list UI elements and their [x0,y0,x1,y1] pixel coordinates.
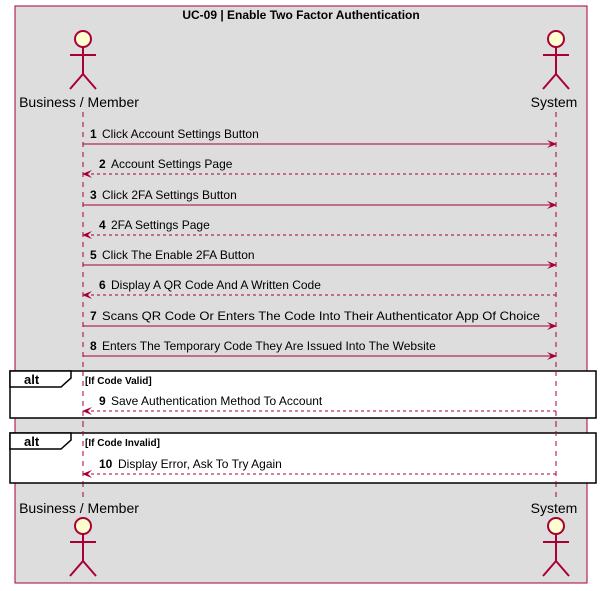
message-text: Scans QR Code Or Enters The Code Into Their Authenticator App Of Choice [102,309,541,323]
message-number: 2 [99,157,106,171]
fragment-tab [10,371,71,387]
message-text: Display Error, Ask To Try Again [118,457,282,471]
message-text: Account Settings Page [111,157,233,171]
participant-label: System [530,500,578,516]
message-number: 8 [90,339,97,353]
fragment-guard: [If Code Valid] [85,376,152,387]
message-text: Save Authentication Method To Account [111,394,323,408]
participant-label: System [530,94,578,110]
participant-label: Business / Member [19,94,139,110]
message-number: 9 [99,394,106,408]
message-number: 7 [90,309,97,323]
participant-label: Business / Member [19,500,139,516]
fragment-guard: [If Code Invalid] [85,438,160,449]
message-text: Display A QR Code And A Written Code [111,278,321,292]
fragment-keyword: alt [24,372,40,387]
message-text: Enters The Temporary Code They Are Issued Into The Website [102,339,436,353]
message-number: 3 [90,188,97,202]
message-text: Click The Enable 2FA Button [102,248,255,262]
message-text: Click Account Settings Button [102,127,259,141]
message-number: 1 [90,127,97,141]
message-number: 6 [99,278,106,292]
message-text: 2FA Settings Page [111,218,210,232]
alt-fragment-invalid [10,433,596,483]
message-text: Click 2FA Settings Button [102,188,237,202]
fragment-keyword: alt [24,434,40,449]
message-number: 4 [99,218,106,232]
message-number: 10 [99,457,113,471]
diagram-title: UC-09 | Enable Two Factor Authentication [182,8,420,22]
message-number: 5 [90,248,97,262]
fragment-tab [10,433,71,449]
